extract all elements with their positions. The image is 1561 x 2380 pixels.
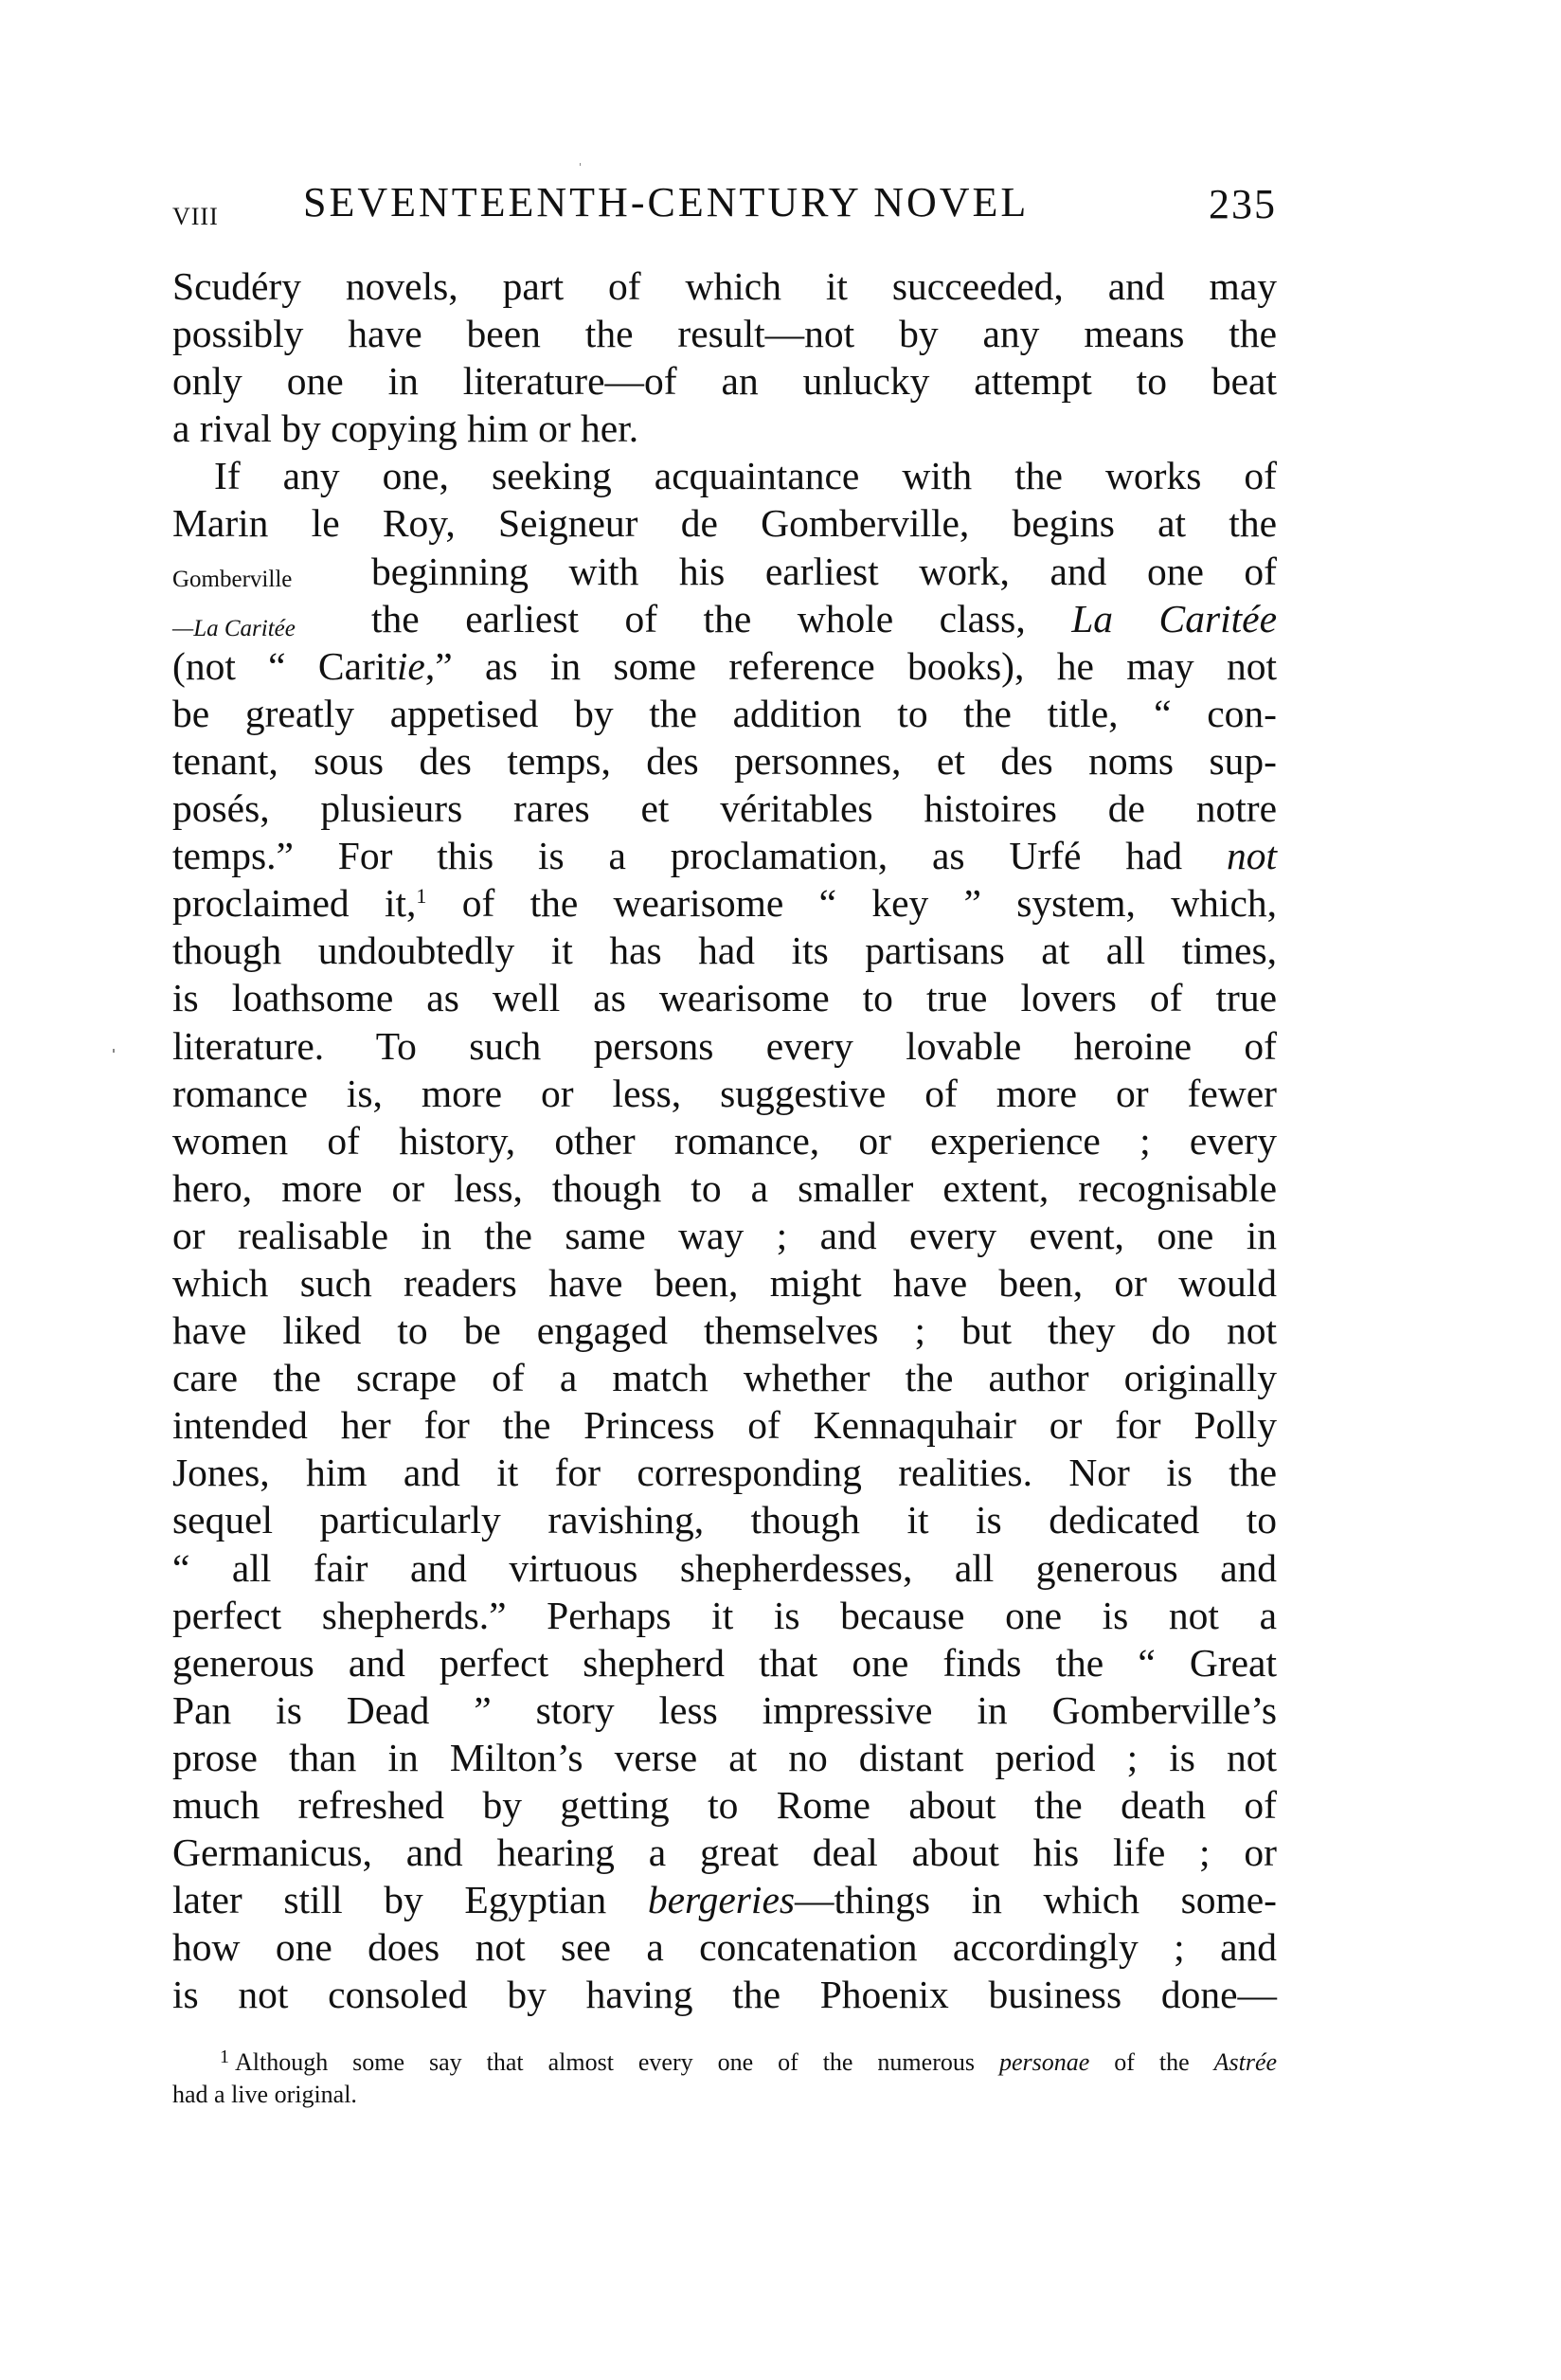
italic-ie: ie [396, 643, 425, 688]
text-line [172, 642, 1277, 690]
text-line: possibly have been the result—not by any means the [172, 312, 1277, 356]
text-segment: —things in which some- [795, 1878, 1277, 1922]
text-line: Marin le Roy, Seigneur de Gomberville, begins at the [172, 501, 1277, 546]
italic-astree: Astrée [1213, 2048, 1278, 2076]
text-line [172, 1876, 1277, 1923]
text-line: how one does not see a concatenation accordingly ; and [172, 1925, 1277, 1970]
running-title: SEVENTEENTH-CENTURY NOVEL [303, 179, 1030, 225]
italic-bergeries: bergeries [647, 1878, 796, 1922]
footnote-reference[interactable]: 1 [416, 884, 427, 909]
text-line: though undoubtedly it has had its partisans at all times, [172, 929, 1277, 973]
italic-personae: personae [998, 2048, 1090, 2076]
italic-not: not [1226, 834, 1278, 878]
text-line: tenant, sous des temps, des personnes, et des noms sup- [172, 738, 1277, 783]
footnote-text: of the [1114, 2048, 1190, 2076]
text-line: only one in literature—of an unlucky attempt to beat [172, 359, 1277, 404]
text-segment: of the wearisome “ key ” system, which, [426, 881, 1277, 926]
sidenote-gomberville: Gomberville [172, 567, 293, 592]
text-line: be greatly appetised by the addition to the title, “ con- [172, 691, 1277, 735]
text-line: which such readers have been, might have been, or would [172, 1260, 1277, 1305]
text-line: Germanicus, and hearing a great deal about his life ; or [172, 1830, 1277, 1875]
text-segment: proclaimed it, [172, 881, 417, 926]
page-number: 235 [1209, 181, 1277, 227]
text-segment: temps.” For this is a proclamation, as Urfé had [172, 834, 1183, 878]
text-line: hero, more or less, though to a smaller extent, recognisable [172, 1165, 1277, 1210]
text-line: perfect shepherds.” Perhaps it is because one is not a [172, 1593, 1277, 1637]
title-la-caritee: La Caritée [1071, 596, 1278, 640]
text-line: prose than in Milton’s verse at no distant period ; is not [172, 1735, 1277, 1779]
scan-speck [580, 163, 581, 166]
footnote-line: had a live original. [172, 2081, 357, 2108]
chapter-number: VIII [172, 203, 219, 230]
footnote-line [172, 2046, 1277, 2079]
text-line: “ all fair and virtuous shepherdesses, all generous and [172, 1545, 1277, 1590]
text-line: much refreshed by getting to Rome about the death of [172, 1783, 1277, 1827]
text-line: a rival by copying him or her. [172, 406, 639, 451]
text-segment: ,” as in some reference books), he may not [424, 643, 1278, 688]
text-segment: (not “ Carit [172, 643, 397, 688]
text-line: posés, plusieurs rares et véritables histoires de notre [172, 786, 1277, 831]
text-segment: the earliest of the whole class, [371, 596, 1026, 640]
text-line: Jones, him and it for corresponding realities. Nor is the [172, 1451, 1277, 1495]
text-line: is not consoled by having the Phoenix business done— [172, 1973, 1277, 2017]
footnotes [172, 2046, 1277, 2111]
text-line [172, 879, 1277, 927]
body-text [172, 262, 1277, 2018]
text-line: is loathsome as well as wearisome to true lovers of true [172, 976, 1277, 1020]
scan-speck [113, 1049, 115, 1053]
text-line [172, 595, 1277, 642]
text-line: romance is, more or less, suggestive of more or fewer [172, 1071, 1277, 1115]
footnote-mark: 1 [220, 2046, 229, 2067]
text-line: If any one, seeking acquaintance with the works of [214, 454, 1277, 498]
footnote-text: Although some say that almost every one of the numerous [235, 2048, 975, 2076]
text-line: sequel particularly ravishing, though it is dedicated to [172, 1498, 1277, 1542]
text-line: Pan is Dead ” story less impressive in Gomberville’s [172, 1687, 1277, 1732]
text-line: beginning with his earliest work, and one of [371, 549, 1277, 593]
text-line: literature. To such persons every lovable heroine of [172, 1023, 1277, 1068]
sidenote-la-caritee-text: —La Caritée [172, 616, 296, 641]
text-line: have liked to be engaged themselves ; but they do not [172, 1308, 1277, 1353]
text-line: generous and perfect shepherd that one finds the “ Great [172, 1640, 1277, 1685]
text-line: intended her for the Princess of Kennaquhair or for Polly [172, 1403, 1277, 1448]
text-line: women of history, other romance, or experience ; every [172, 1118, 1277, 1163]
text-segment: later still by Egyptian [172, 1878, 607, 1922]
text-line [172, 832, 1277, 879]
running-header [172, 178, 1277, 239]
text-line: care the scrape of a match whether the author originally [172, 1356, 1277, 1400]
text-line: or realisable in the same way ; and every event, one in [172, 1213, 1277, 1257]
text-line: Scudéry novels, part of which it succeeded, and may [172, 264, 1277, 308]
